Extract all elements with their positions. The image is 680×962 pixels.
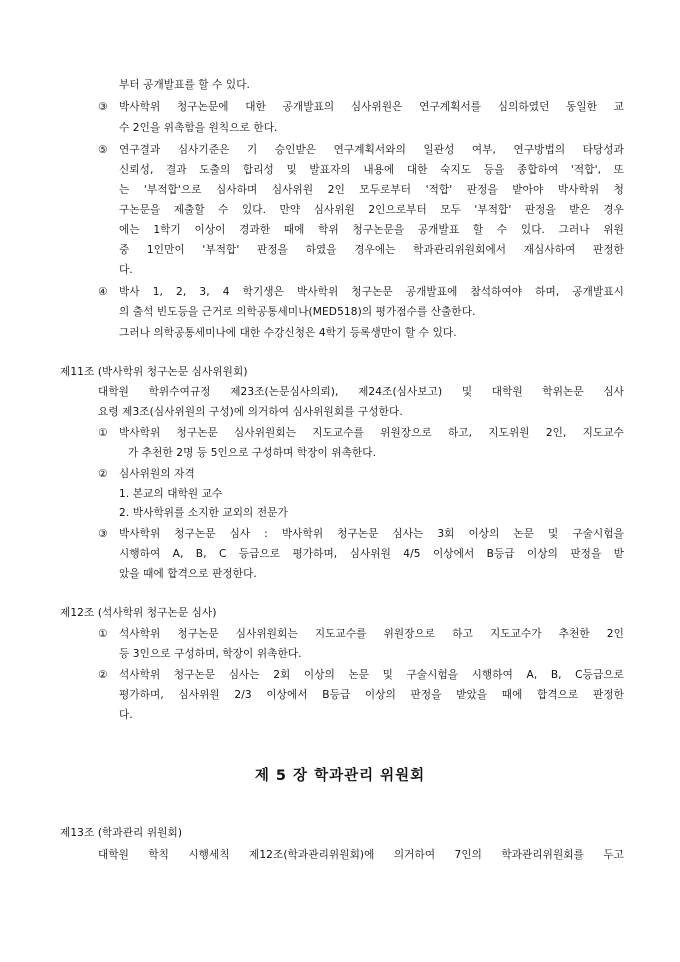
item-number: ① bbox=[98, 427, 108, 439]
item-number: ④ bbox=[98, 286, 108, 298]
item-number: ② bbox=[98, 468, 108, 480]
text-line: 수 2인을 위촉함을 원칙으로 한다. bbox=[119, 122, 278, 134]
text-line: 연구결과 심사기준은 기 승인받은 연구계획서와의 일관성 여부, 연구방법의 타당성과 bbox=[119, 144, 624, 156]
text-line: 시행하여 A, B, C 등급으로 평가하며, 심사위원 4/5 이상에서 B등급 이상의 판정을 받 bbox=[119, 548, 624, 560]
text-line: 신뢰성, 결과 도출의 합리성 및 발표자의 내용에 대한 숙지도 등을 종합하여 '적합', 또 bbox=[119, 164, 624, 176]
text-line: 구논문을 제출할 수 있다. 만약 심사위원 2인으로부터 모두 '부적합' 판정을 받은 경우 bbox=[119, 204, 624, 216]
text-line: 요령 제3조(심사위원의 구성)에 의거하여 심사위원회를 구성한다. bbox=[98, 406, 403, 418]
text-line: 박사학위 청구논문 심사위원회는 지도교수를 위원장으로 하고, 지도위원 2인, 지도교수 bbox=[119, 427, 624, 439]
text-line: 부터 공개발표를 할 수 있다. bbox=[119, 79, 251, 91]
text-line: 박사학위 청구논문 심사 : 박사학위 청구논문 심사는 3회 이상의 논문 및 구술시험을 bbox=[119, 528, 624, 540]
text-line: 에는 1학기 이상이 경과한 때에 학위 청구논문을 공개발표 할 수 있다. 그러나 위원 bbox=[119, 224, 624, 236]
text-line: 의 출석 빈도등을 근거로 의학공통세미나(MED518)의 평가점수를 산출한다. bbox=[119, 306, 476, 318]
chapter-heading: 제 5 장 학과관리 위원회 bbox=[254, 768, 426, 784]
article-title: 제13조 (학과관리 위원회) bbox=[60, 827, 183, 839]
text-line: 았을 때에 합격으로 판정한다. bbox=[119, 568, 257, 580]
text-line: 박사 1, 2, 3, 4 학기생은 박사학위 청구논문 공개발표에 참석하여야 하며, 공개발표시 bbox=[119, 286, 624, 298]
text-line: 그러나 의학공통세미나에 대한 수강신청은 4학기 등록생만이 할 수 있다. bbox=[119, 327, 457, 339]
item-number: ⑤ bbox=[98, 144, 108, 156]
item-number: ③ bbox=[98, 528, 108, 540]
text-line: 1. 본교의 대학원 교수 bbox=[119, 488, 223, 500]
text-line: 대학원 학위수여규정 제23조(논문심사의뢰), 제24조(심사보고) 및 대학원 학위논문 심사 bbox=[98, 386, 624, 398]
item-number: ② bbox=[98, 669, 108, 681]
text-line: 박사학위 청구논문에 대한 공개발표의 심사위원은 연구계획서를 심의하였던 동일한 교 bbox=[119, 101, 624, 113]
text-line: 다. bbox=[119, 709, 133, 721]
article-title: 제11조 (박사학위 청구논문 심사위원회) bbox=[60, 366, 248, 378]
text-line: 석사학위 청구논문 심사위원회는 지도교수를 위원장으로 하고 지도교수가 추천한 2인 bbox=[119, 628, 624, 640]
text-line: 대학원 학칙 시행세칙 제12조(학과관리위원회)에 의거하여 7인의 학과관리위원회를 두고 bbox=[98, 849, 624, 861]
text-line: 등 3인으로 구성하며, 학장이 위촉한다. bbox=[119, 648, 302, 660]
text-line: 중 1인만이 '부적합' 판정을 하였을 경우에는 학과관리위원회에서 재심사하여 판정한 bbox=[119, 244, 624, 256]
text-line: 심사위원의 자격 bbox=[119, 468, 195, 480]
item-number: ③ bbox=[98, 101, 108, 113]
text-line: 가 추천한 2명 등 5인으로 구성하며 학장이 위촉한다. bbox=[128, 447, 377, 459]
text-line: 는 '부적합'으로 심사하며 심사위원 2인 모두로부터 '적합' 판정을 받아야 박사학위 청 bbox=[119, 184, 624, 196]
text-line: 다. bbox=[119, 264, 133, 276]
text-line: 2. 박사학위를 소지한 교외의 전문가 bbox=[119, 507, 288, 519]
text-line: 석사학위 청구논문 심사는 2회 이상의 논문 및 구술시험을 시행하여 A, B, C등급으로 bbox=[119, 669, 624, 681]
article-title: 제12조 (석사학위 청구논문 심사) bbox=[60, 607, 217, 619]
item-number: ① bbox=[98, 628, 108, 640]
text-line: 평가하며, 심사위원 2/3 이상에서 B등급 이상의 판정을 받았을 때에 합격으로 판정한 bbox=[119, 689, 624, 701]
